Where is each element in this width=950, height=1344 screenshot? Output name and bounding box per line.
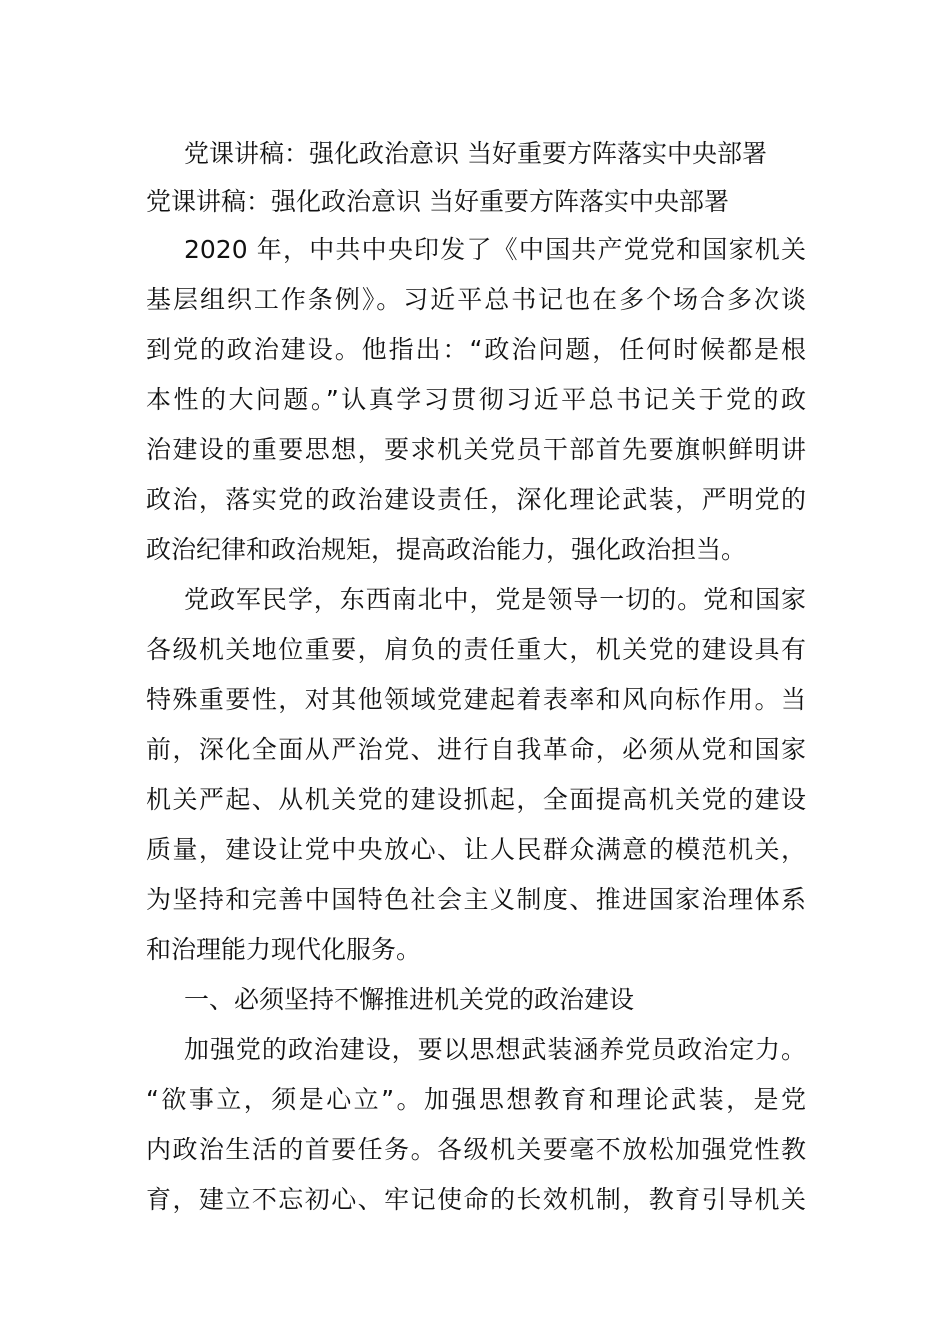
paragraph-line: 特殊重要性，对其他领域党建起着表率和风向标作用。当 bbox=[146, 685, 806, 714]
paragraph-line: 政治，落实党的政治建设责任，深化理论武装，严明党的 bbox=[146, 485, 806, 514]
document-title-repeat: 党课讲稿：强化政治意识 当好重要方阵落实中央部署 bbox=[146, 187, 729, 216]
section-heading: 一、必须坚持不懈推进机关党的政治建设 bbox=[184, 985, 635, 1014]
paragraph-line: 育，建立不忘初心、牢记使命的长效机制，教育引导机关 bbox=[146, 1185, 806, 1214]
paragraph-line: 为坚持和完善中国特色社会主义制度、推进国家治理体系 bbox=[146, 885, 806, 914]
paragraph-line: 加强党的政治建设，要以思想武装涵养党员政治定力。 bbox=[184, 1035, 806, 1064]
paragraph-line: 基层组织工作条例》。习近平总书记也在多个场合多次谈 bbox=[146, 285, 806, 314]
paragraph-line: 各级机关地位重要，肩负的责任重大，机关党的建设具有 bbox=[146, 635, 806, 664]
paragraph-line: “欲事立，须是心立”。加强思想教育和理论武装，是党 bbox=[146, 1085, 806, 1114]
document-title: 党课讲稿：强化政治意识 当好重要方阵落实中央部署 bbox=[184, 139, 767, 168]
paragraph-line: 机关严起、从机关党的建设抓起，全面提高机关党的建设 bbox=[146, 785, 806, 814]
paragraph-line: 治建设的重要思想，要求机关党员干部首先要旗帜鲜明讲 bbox=[146, 435, 806, 464]
paragraph-line: 政治纪律和政治规矩，提高政治能力，强化政治担当。 bbox=[146, 535, 747, 564]
paragraph-line: 党政军民学，东西南北中，党是领导一切的。党和国家 bbox=[184, 585, 806, 614]
paragraph-line: 和治理能力现代化服务。 bbox=[146, 935, 422, 964]
paragraph-line: 质量，建设让党中央放心、让人民群众满意的模范机关， bbox=[146, 835, 806, 864]
paragraph-line: 内政治生活的首要任务。各级机关要毫不放松加强党性教 bbox=[146, 1135, 806, 1164]
paragraph-line: 到党的政治建设。他指出：“政治问题，任何时候都是根 bbox=[146, 335, 806, 364]
paragraph-line: 前，深化全面从严治党、进行自我革命，必须从党和国家 bbox=[146, 735, 806, 764]
paragraph-line: 2020 年，中共中央印发了《中国共产党党和国家机关 bbox=[184, 235, 806, 264]
paragraph-line: 本性的大问题。”认真学习贯彻习近平总书记关于党的政 bbox=[146, 385, 806, 414]
